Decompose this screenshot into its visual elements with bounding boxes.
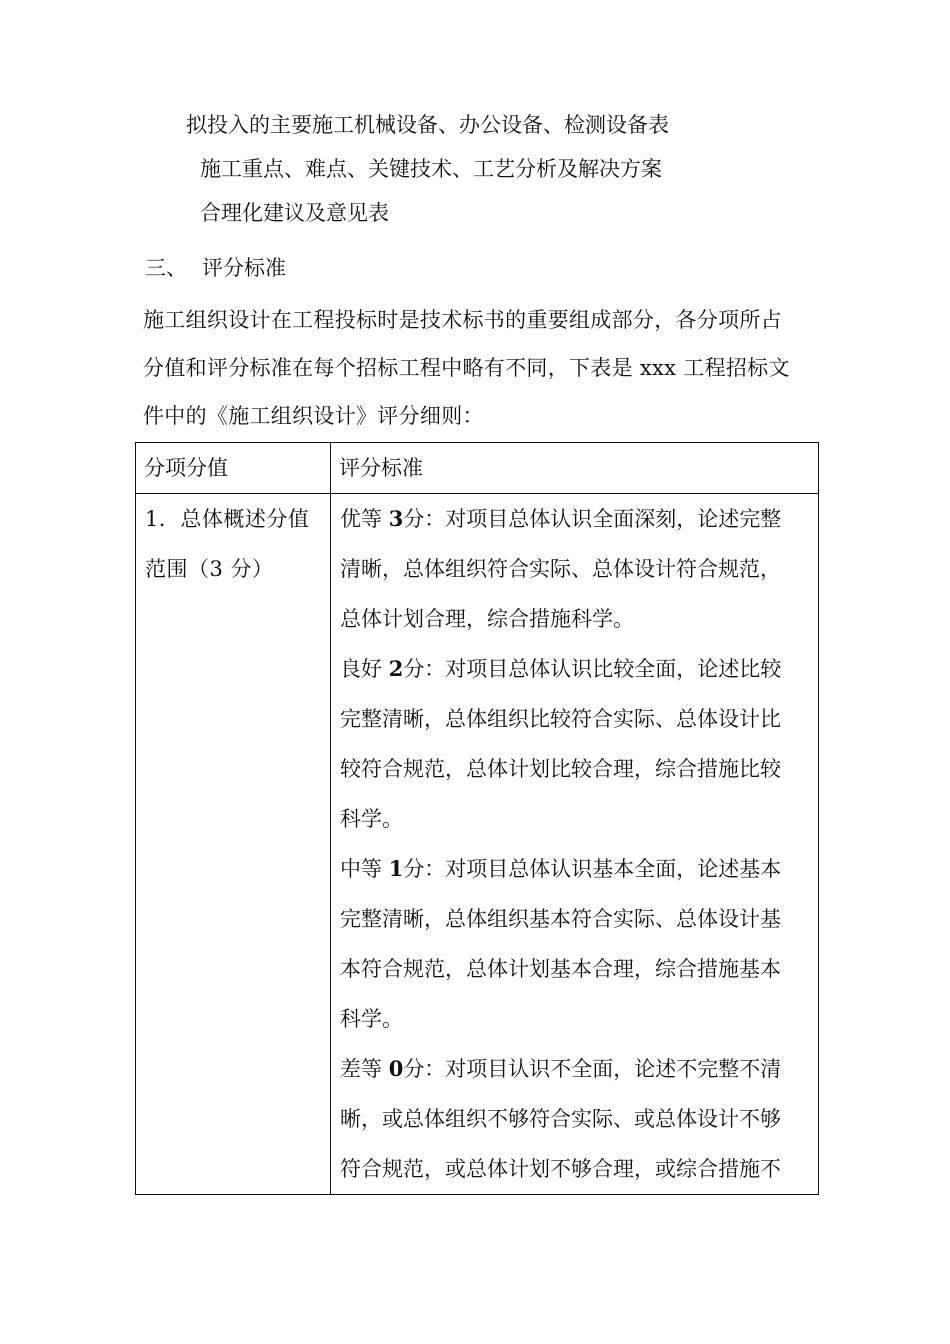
table-header-row	[136, 443, 819, 494]
item-label-line: 1．总体概述分值	[145, 507, 310, 531]
intro-paragraph	[143, 296, 823, 440]
intro-line: 件中的《施工组织设计》评分细则：	[143, 404, 484, 428]
list-item-suggestions-table: 合理化建议及意见表	[200, 201, 389, 225]
section-number: 三、	[145, 256, 187, 280]
grade-excellent: 优等 3分：对项目总体认识全面深刻，论述完整 清晰，总体组织符合实际、总体设计符合规范， 总体计划合理，综合措施科学。	[340, 506, 782, 631]
grade-score: 0	[388, 1056, 404, 1081]
table-row	[136, 494, 819, 1195]
criteria-cell	[331, 494, 819, 1195]
list-item-key-technology: 施工重点、难点、关键技术、工艺分析及解决方案	[200, 157, 662, 181]
grade-score: 3	[388, 506, 404, 531]
grade-poor: 差等 0分：对项目认识不全面，论述不完整不清 晰，或总体组织不够符合实际、或总体设计不够 符合规范，或总体计划不够合理，或综合措施不	[340, 1056, 782, 1181]
grade-medium: 中等 1分：对项目总体认识基本全面，论述基本 完整清晰，总体组织基本符合实际、总体设计基 本符合规范，总体计划基本合理，综合措施基本 科学。	[340, 856, 782, 1031]
grade-good: 良好 2分：对项目总体认识比较全面，论述比较 完整清晰，总体组织比较符合实际、总体设计比 较符合规范，总体计划比较合理，综合措施比较 科学。	[340, 656, 782, 831]
section-title: 评分标准	[202, 256, 286, 280]
grade-score: 1	[388, 856, 404, 881]
item-label-line: 范围（3 分）	[145, 557, 274, 581]
grade-score: 2	[388, 656, 404, 681]
intro-line: 施工组织设计在工程投标时是技术标书的重要组成部分，各分项所占	[143, 308, 782, 332]
intro-line: 分值和评分标准在每个招标工程中略有不同，下表是 xxx 工程招标文	[143, 356, 790, 380]
header-cell-criteria: 评分标准	[331, 443, 819, 494]
list-item-equipment-table: 拟投入的主要施工机械设备、办公设备、检测设备表	[186, 113, 669, 137]
header-cell-item-score: 分项分值	[136, 443, 331, 494]
scoring-table	[135, 442, 819, 1195]
item-cell	[136, 494, 331, 1195]
